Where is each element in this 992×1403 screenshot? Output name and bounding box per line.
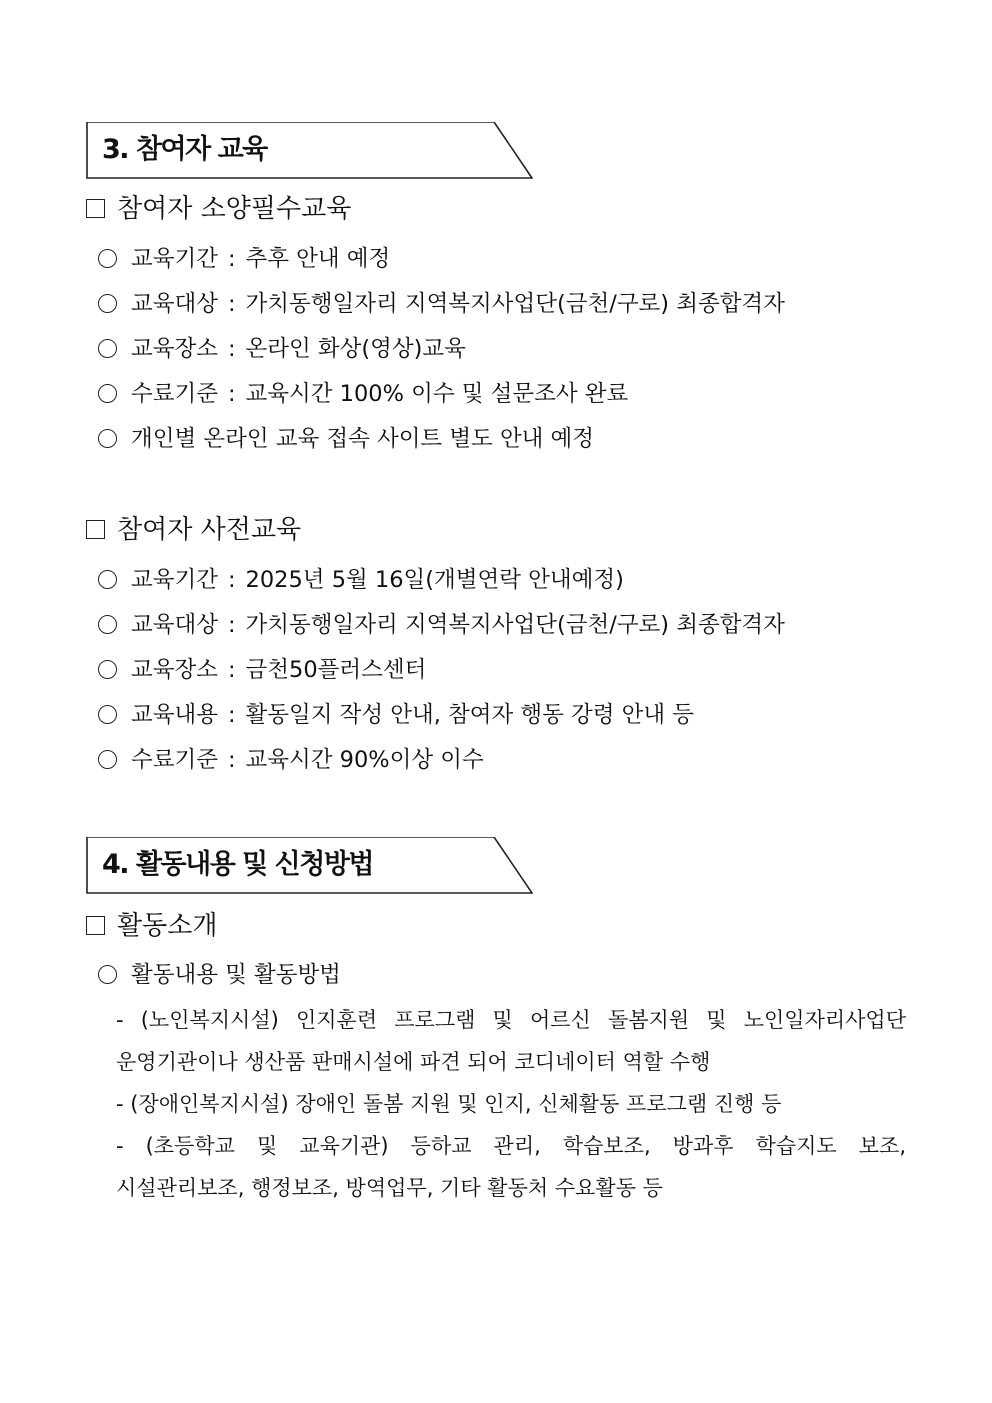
group-heading-literacy-education: 참여자 소양필수교육 bbox=[86, 191, 351, 227]
section-4-heading bbox=[86, 837, 533, 894]
circle-bullet-icon bbox=[98, 429, 117, 448]
circle-bullet-icon bbox=[98, 660, 117, 679]
activity-line: 운영기관이나 생산품 판매시설에 파견 되어 코디네이터 역할 수행 bbox=[116, 1050, 711, 1074]
section-3-title: 3. 참여자 교육 bbox=[102, 134, 267, 165]
list-item: 활동내용 및 활동방법 bbox=[98, 958, 341, 992]
circle-bullet-icon bbox=[98, 294, 117, 313]
circle-bullet-icon bbox=[98, 705, 117, 724]
circle-bullet-icon bbox=[98, 965, 117, 984]
list-item: 개인별 온라인 교육 접속 사이트 별도 안내 예정 bbox=[98, 422, 594, 456]
group-heading-pre-education: 참여자 사전교육 bbox=[86, 512, 301, 548]
activity-line: 시설관리보조, 행정보조, 방역업무, 기타 활동처 수요활동 등 bbox=[116, 1176, 663, 1200]
section-3-heading bbox=[86, 122, 533, 179]
list-item: 교육기간 : 2025년 5월 16일(개별연락 안내예정) bbox=[98, 563, 624, 597]
list-item: 교육장소 : 온라인 화상(영상)교육 bbox=[98, 332, 466, 366]
list-item: 교육내용 : 활동일지 작성 안내, 참여자 행동 강령 안내 등 bbox=[98, 698, 694, 732]
activity-line: - (노인복지시설) 인지훈련 프로그램 및 어르신 돌봄지원 및 노인일자리사업단 bbox=[116, 1008, 906, 1032]
square-bullet-icon bbox=[86, 199, 105, 218]
square-bullet-icon bbox=[86, 916, 105, 935]
circle-bullet-icon bbox=[98, 570, 117, 589]
list-item: 교육장소 : 금천50플러스센터 bbox=[98, 653, 426, 687]
circle-bullet-icon bbox=[98, 339, 117, 358]
activity-line: - (초등학교 및 교육기관) 등하교 관리, 학습보조, 방과후 학습지도 보조, bbox=[116, 1134, 906, 1158]
circle-bullet-icon bbox=[98, 384, 117, 403]
section-4-title: 4. 활동내용 및 신청방법 bbox=[102, 849, 373, 880]
square-bullet-icon bbox=[86, 520, 105, 539]
group-heading-activity-intro: 활동소개 bbox=[86, 908, 217, 944]
circle-bullet-icon bbox=[98, 615, 117, 634]
list-item: 수료기준 : 교육시간 100% 이수 및 설문조사 완료 bbox=[98, 377, 628, 411]
list-item: 교육대상 : 가치동행일자리 지역복지사업단(금천/구로) 최종합격자 bbox=[98, 608, 785, 642]
activity-line: - (장애인복지시설) 장애인 돌봄 지원 및 인지, 신체활동 프로그램 진행 등 bbox=[116, 1092, 782, 1116]
list-item: 수료기준 : 교육시간 90%이상 이수 bbox=[98, 743, 484, 777]
list-item: 교육기간 : 추후 안내 예정 bbox=[98, 242, 390, 276]
circle-bullet-icon bbox=[98, 249, 117, 268]
list-item: 교육대상 : 가치동행일자리 지역복지사업단(금천/구로) 최종합격자 bbox=[98, 287, 785, 321]
circle-bullet-icon bbox=[98, 750, 117, 769]
